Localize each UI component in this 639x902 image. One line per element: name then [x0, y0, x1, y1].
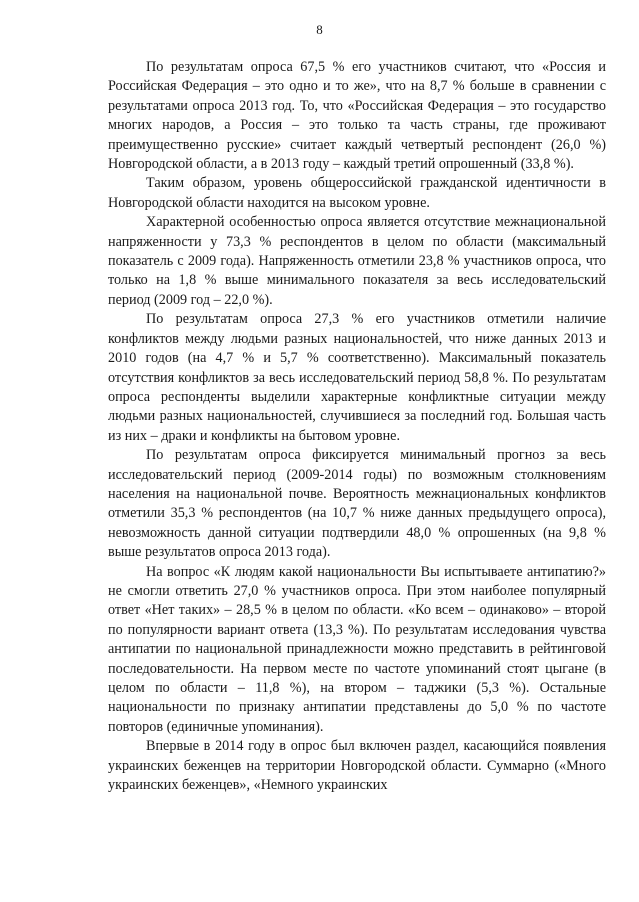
paragraph-6: На вопрос «К людям какой национальности Вы испытываете антипатию?» не смогли ответить 27,0 % участников опроса. При этом наиболее популярный ответ «Нет таких» – 28,5 % в целом по области. «Ко всем – одинаково» – второй по популярности вариант ответа (13,3 %). По результатам исследования чувства антипатии по национальной принадлежности можно представить в рейтинговой последовательности. На первом месте по частоте упоминаний стоят цыгане (в целом по области – 11,8 %), на втором – таджики (5,3 %). Остальные национальности по признаку антипатии представлены до 5,0 % по частоте повторов (единичные упоминания). [108, 563, 606, 735]
paragraph-1: По результатам опроса 67,5 % его участников считают, что «Россия и Российская Федерация – это одно и то же», что на 8,7 % больше в сравнении с результатами опроса 2013 год. То, что «Российская Федерация – это государство многих народов, а Россия – это только та часть страны, где проживают преимущественно русские» считает каждый четвертый респондент (26,0 %) Новгородской области, а в 2013 году – каждый третий опрошенный (33,8 %). [108, 59, 606, 173]
page-number: 8 [316, 22, 323, 37]
paragraph-4: По результатам опроса 27,3 % его участников отметили наличие конфликтов между людьми разных национальностей, что ниже данных 2013 и 2010 годов (на 4,7 % и 5,7 % соответственно). Максимальный показатель отсутствия конфликтов за весь исследовательский период 58,8 %. По результатам опроса респонденты выделили характерные конфликтные ситуации между людьми разных национальностей, случившиеся за последний год. Большая часть из них – драки и конфликты на бытовом уровне. [108, 311, 606, 444]
paragraph-5: По результатам опроса фиксируется минимальный прогноз за весь исследовательский период (2009-2014 годы) по возможным столкновениям населения на национальной почве. Вероятность межнациональных конфликтов отметили 35,3 % респондентов (на 10,7 % ниже данных предыдущего опроса), невозможность данной ситуации подтвердили 48,0 % опрошенных (на 9,8 % выше результатов опроса 2013 года). [108, 447, 606, 561]
paragraph-2: Таким образом, уровень общероссийской гражданской идентичности в Новгородской области находится на высоком уровне. [108, 175, 606, 211]
paragraph-7: Впервые в 2014 году в опрос был включен раздел, касающийся появления украинских беженцев на территории Новгородской области. Суммарно («Много украинских беженцев», «Немного украинских [108, 738, 606, 794]
body-text [108, 58, 606, 795]
paragraph-3: Характерной особенностью опроса является отсутствие межнациональной напряженности у 73,3 % респондентов в целом по области (максимальный показатель с 2009 года). Напряженность отметили 23,8 % участников опроса, что только на 1,8 % выше минимального показателя за весь исследовательский период (2009 год – 22,0 %). [108, 214, 606, 308]
